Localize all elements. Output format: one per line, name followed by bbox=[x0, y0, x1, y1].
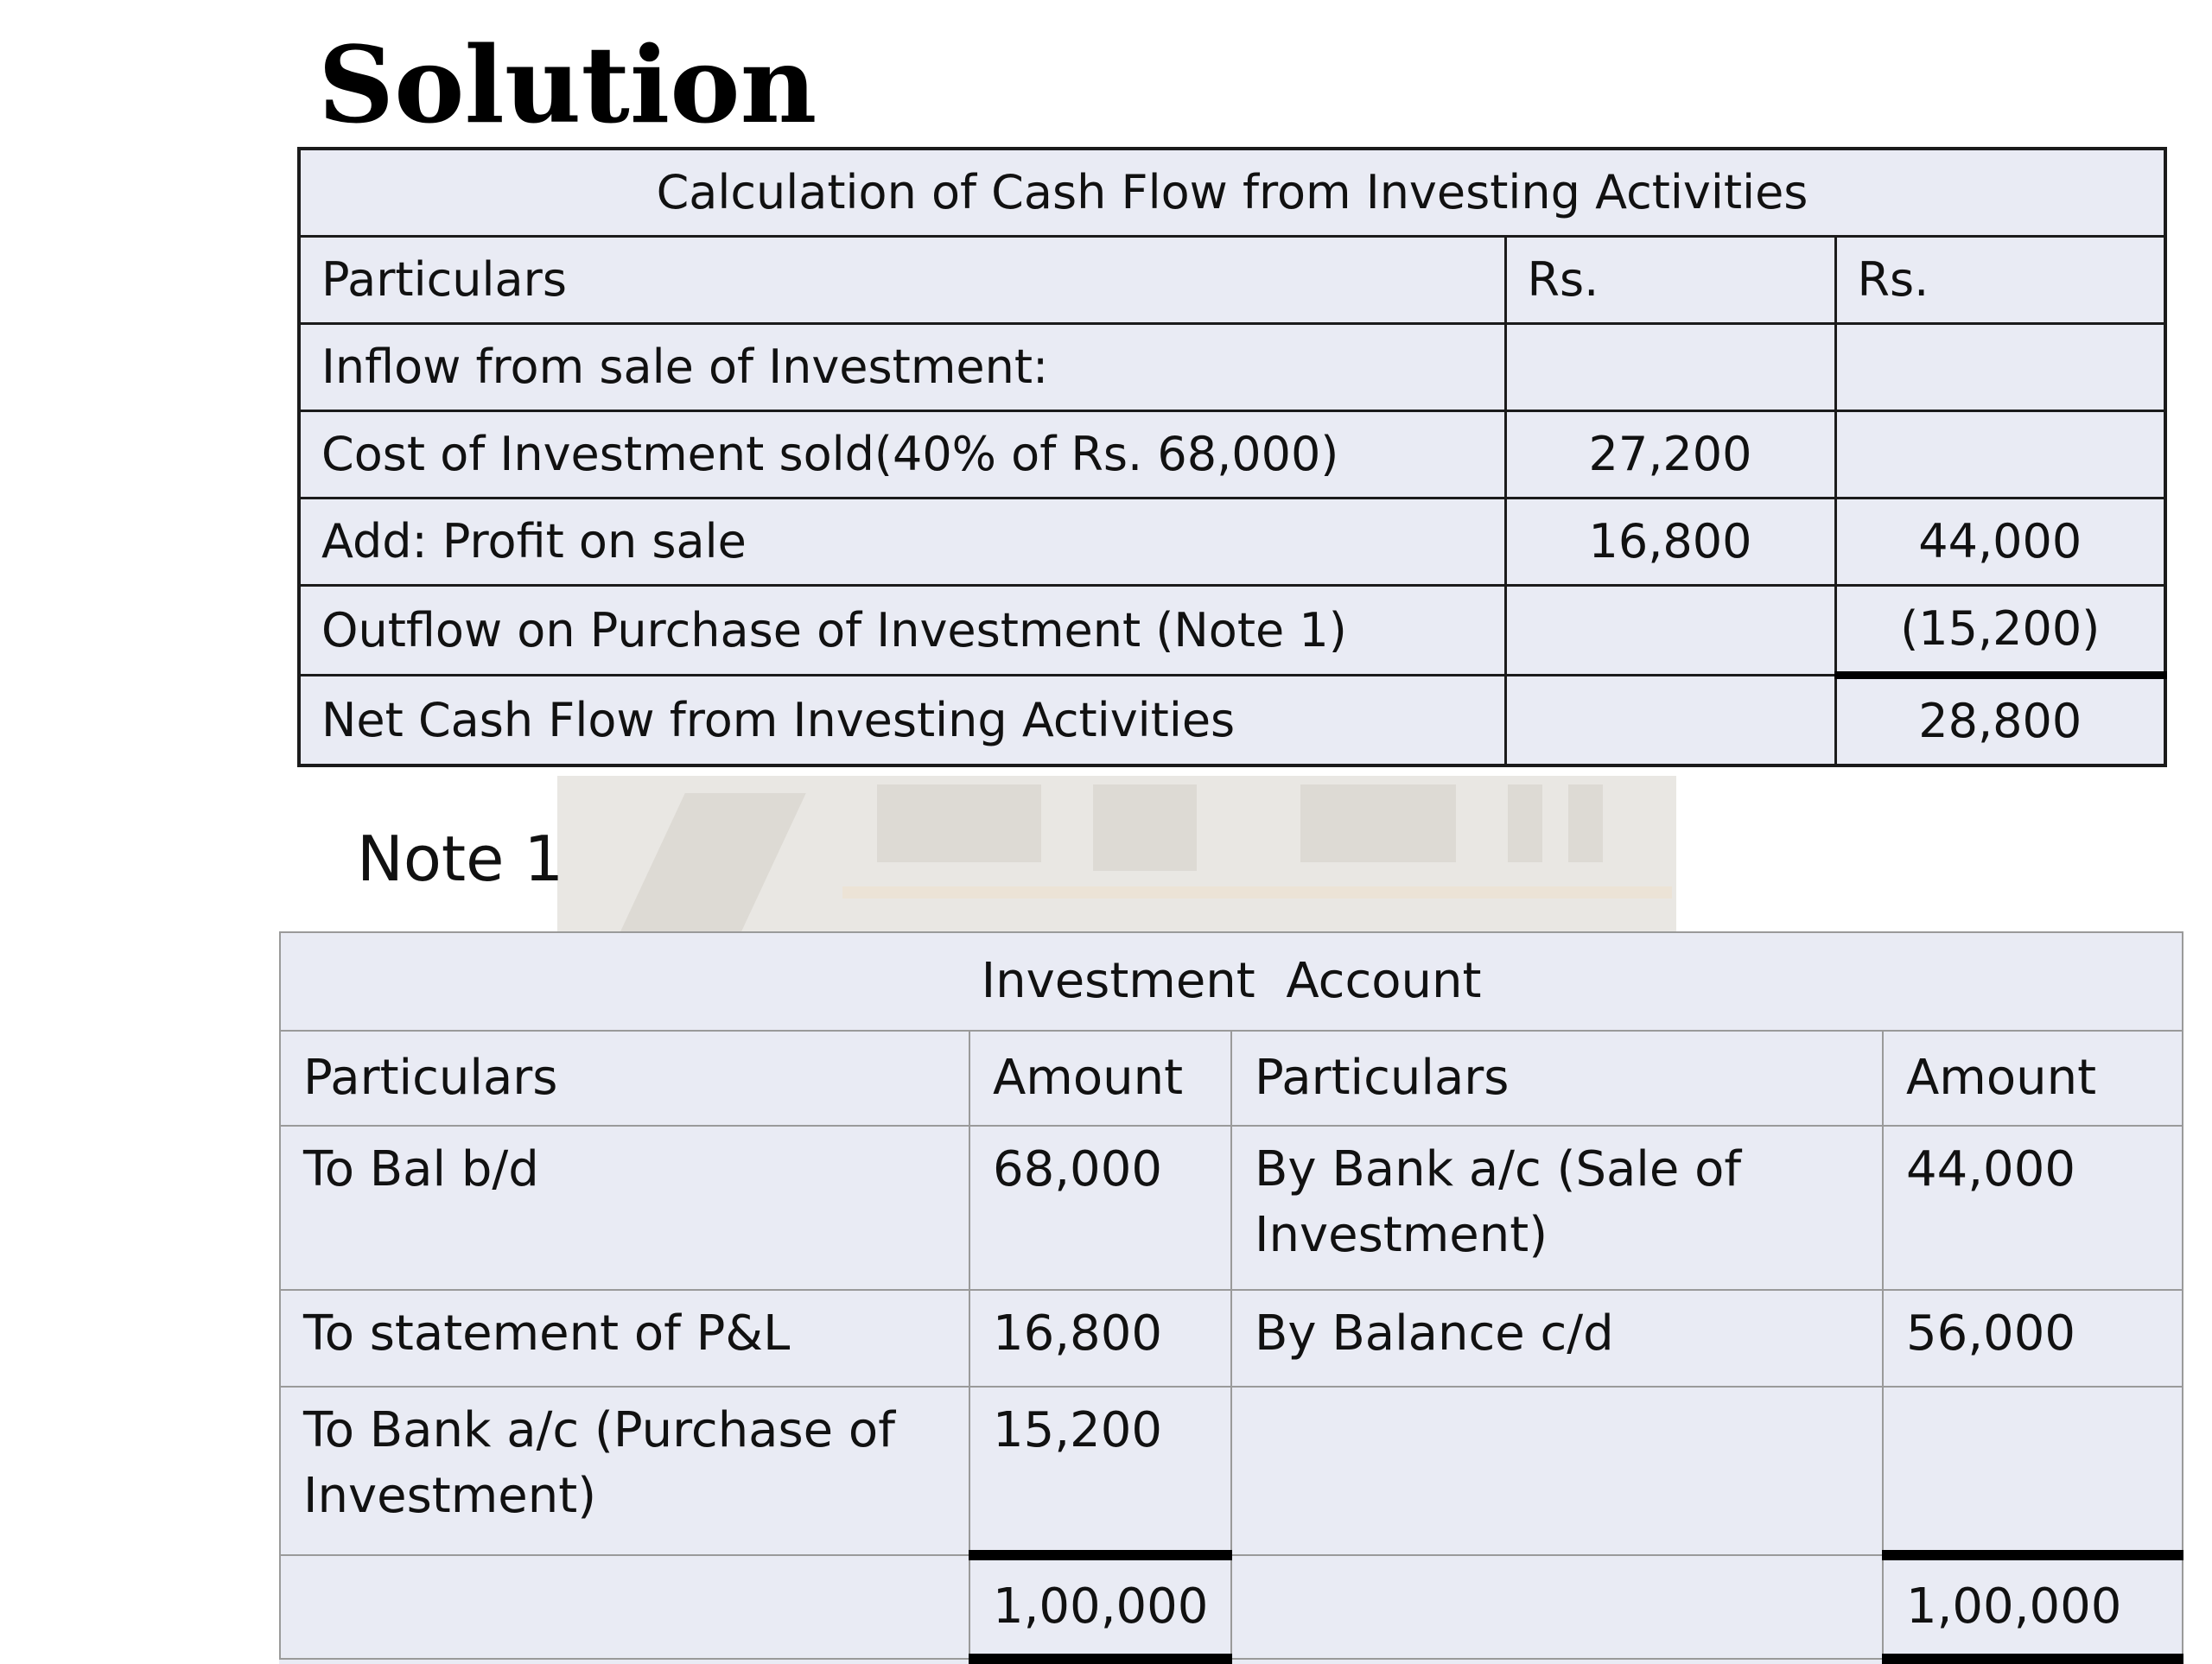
debit-amount: 16,800 bbox=[969, 1290, 1231, 1387]
credit-particulars: By Bank a/c (Sale of Investment) bbox=[1231, 1126, 1883, 1290]
watermark bbox=[557, 776, 1676, 933]
investment-account-heading: Investment Account bbox=[280, 932, 2183, 1031]
row-rs-1: 16,800 bbox=[1505, 499, 1835, 586]
credit-total-amount: 1,00,000 bbox=[1883, 1555, 2183, 1659]
debit-total-label bbox=[280, 1555, 969, 1659]
table-row bbox=[280, 1387, 2183, 1555]
credit-total-label bbox=[1231, 1555, 1883, 1659]
credit-amount: 56,000 bbox=[1883, 1290, 2183, 1387]
column-header-amount: Amount bbox=[1883, 1031, 2183, 1126]
row-rs-2: (15,200) bbox=[1835, 586, 2165, 676]
investment-account-table bbox=[279, 931, 2183, 1664]
investment-account-header-row bbox=[280, 1031, 2183, 1126]
cash-flow-heading: Calculation of Cash Flow from Investing Activities bbox=[299, 149, 2165, 237]
table-row bbox=[299, 499, 2165, 586]
column-header-particulars: Particulars bbox=[1231, 1031, 1883, 1126]
debit-amount: 68,000 bbox=[969, 1126, 1231, 1290]
debit-total-amount: 1,00,000 bbox=[969, 1555, 1231, 1659]
debit-particulars: To statement of P&L bbox=[280, 1290, 969, 1387]
cash-flow-table bbox=[297, 147, 2167, 767]
row-particulars: Net Cash Flow from Investing Activities bbox=[299, 676, 1505, 766]
row-particulars: Inflow from sale of Investment: bbox=[299, 324, 1505, 411]
debit-amount: 15,200 bbox=[969, 1387, 1231, 1555]
row-rs-2 bbox=[1835, 324, 2165, 411]
row-rs-1 bbox=[1505, 586, 1835, 676]
row-particulars: Add: Profit on sale bbox=[299, 499, 1505, 586]
row-particulars: Outflow on Purchase of Investment (Note 1) bbox=[299, 586, 1505, 676]
debit-particulars: To Bal b/d bbox=[280, 1126, 969, 1290]
row-particulars: Cost of Investment sold(40% of Rs. 68,000) bbox=[299, 411, 1505, 499]
debit-particulars: To Bank a/c (Purchase of Investment) bbox=[280, 1387, 969, 1555]
table-row bbox=[299, 411, 2165, 499]
row-rs-1 bbox=[1505, 676, 1835, 766]
page-title: Solution bbox=[318, 22, 817, 147]
table-row bbox=[299, 586, 2165, 676]
column-header-rs: Rs. bbox=[1835, 237, 2165, 324]
total-row bbox=[280, 1555, 2183, 1659]
column-header-particulars: Particulars bbox=[299, 237, 1505, 324]
table-row bbox=[299, 324, 2165, 411]
total-row bbox=[299, 676, 2165, 766]
column-header-amount: Amount bbox=[969, 1031, 1231, 1126]
credit-particulars: By Balance c/d bbox=[1231, 1290, 1883, 1387]
note-label: Note 1 bbox=[357, 822, 564, 895]
investment-account-heading-row bbox=[280, 932, 2183, 1031]
column-header-rs: Rs. bbox=[1505, 237, 1835, 324]
row-rs-2: 44,000 bbox=[1835, 499, 2165, 586]
cash-flow-heading-row bbox=[299, 149, 2165, 237]
credit-particulars bbox=[1231, 1387, 1883, 1555]
credit-amount bbox=[1883, 1387, 2183, 1555]
row-rs-2 bbox=[1835, 411, 2165, 499]
row-rs-1 bbox=[1505, 324, 1835, 411]
row-rs-1: 27,200 bbox=[1505, 411, 1835, 499]
column-header-particulars: Particulars bbox=[280, 1031, 969, 1126]
credit-amount: 44,000 bbox=[1883, 1126, 2183, 1290]
table-row bbox=[280, 1126, 2183, 1290]
table-row bbox=[280, 1290, 2183, 1387]
row-rs-2: 28,800 bbox=[1835, 676, 2165, 766]
cash-flow-header-row bbox=[299, 237, 2165, 324]
